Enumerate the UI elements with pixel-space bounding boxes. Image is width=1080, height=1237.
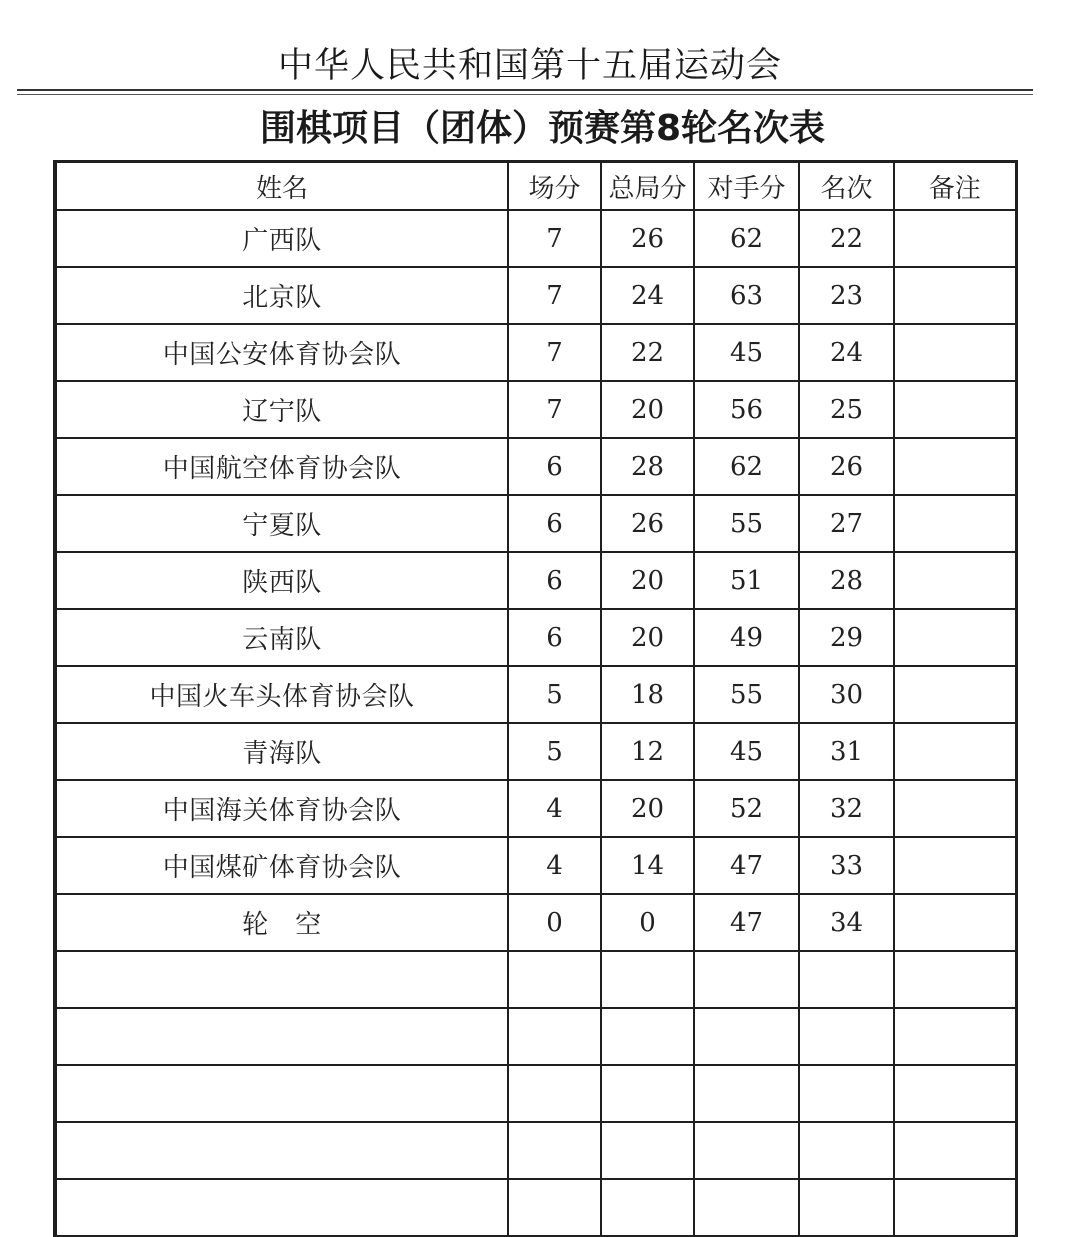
cell-remarks bbox=[894, 1065, 1016, 1122]
table-row bbox=[55, 438, 1016, 495]
cell-remarks bbox=[894, 381, 1016, 438]
cell-team-name: 轮 空 bbox=[55, 894, 508, 951]
table-row bbox=[55, 210, 1016, 267]
ranking-table bbox=[53, 160, 1018, 1237]
cell-team-name bbox=[55, 1065, 508, 1122]
cell-team-name: 中国航空体育协会队 bbox=[55, 438, 508, 495]
cell-remarks bbox=[894, 495, 1016, 552]
cell-opponent-points: 45 bbox=[694, 324, 799, 381]
header-divider-thick bbox=[17, 89, 1033, 91]
cell-match-points: 7 bbox=[508, 381, 601, 438]
cell-game-points bbox=[601, 1122, 694, 1179]
cell-rank: 27 bbox=[799, 495, 894, 552]
cell-remarks bbox=[894, 210, 1016, 267]
cell-game-points: 0 bbox=[601, 894, 694, 951]
cell-team-name: 宁夏队 bbox=[55, 495, 508, 552]
cell-rank bbox=[799, 1122, 894, 1179]
cell-match-points: 7 bbox=[508, 324, 601, 381]
cell-remarks bbox=[894, 894, 1016, 951]
cell-opponent-points: 63 bbox=[694, 267, 799, 324]
cell-rank: 29 bbox=[799, 609, 894, 666]
cell-rank: 28 bbox=[799, 552, 894, 609]
cell-opponent-points: 47 bbox=[694, 837, 799, 894]
cell-rank: 34 bbox=[799, 894, 894, 951]
cell-opponent-points bbox=[694, 1122, 799, 1179]
cell-rank bbox=[799, 1008, 894, 1065]
cell-match-points: 0 bbox=[508, 894, 601, 951]
cell-game-points bbox=[601, 1179, 694, 1236]
cell-remarks bbox=[894, 267, 1016, 324]
cell-rank bbox=[799, 1179, 894, 1236]
cell-remarks bbox=[894, 837, 1016, 894]
cell-game-points: 28 bbox=[601, 438, 694, 495]
table-row bbox=[55, 1179, 1016, 1236]
cell-game-points: 24 bbox=[601, 267, 694, 324]
cell-opponent-points bbox=[694, 1179, 799, 1236]
table-row bbox=[55, 837, 1016, 894]
cell-match-points bbox=[508, 1065, 601, 1122]
table-row bbox=[55, 1065, 1016, 1122]
cell-match-points: 5 bbox=[508, 666, 601, 723]
cell-team-name: 辽宁队 bbox=[55, 381, 508, 438]
cell-remarks bbox=[894, 324, 1016, 381]
table-row bbox=[55, 1008, 1016, 1065]
cell-team-name: 北京队 bbox=[55, 267, 508, 324]
cell-game-points: 12 bbox=[601, 723, 694, 780]
cell-remarks bbox=[894, 438, 1016, 495]
cell-opponent-points: 62 bbox=[694, 438, 799, 495]
cell-game-points bbox=[601, 1065, 694, 1122]
cell-team-name bbox=[55, 1008, 508, 1065]
cell-team-name: 青海队 bbox=[55, 723, 508, 780]
table-row bbox=[55, 894, 1016, 951]
cell-opponent-points: 56 bbox=[694, 381, 799, 438]
cell-match-points: 4 bbox=[508, 780, 601, 837]
cell-rank: 33 bbox=[799, 837, 894, 894]
cell-opponent-points: 47 bbox=[694, 894, 799, 951]
cell-remarks bbox=[894, 951, 1016, 1008]
cell-rank: 25 bbox=[799, 381, 894, 438]
table-row bbox=[55, 666, 1016, 723]
table-row bbox=[55, 552, 1016, 609]
cell-remarks bbox=[894, 1179, 1016, 1236]
table-row bbox=[55, 951, 1016, 1008]
column-header-rank: 名次 bbox=[799, 162, 894, 211]
cell-remarks bbox=[894, 609, 1016, 666]
cell-team-name: 陕西队 bbox=[55, 552, 508, 609]
column-header-match-points: 场分 bbox=[508, 162, 601, 211]
cell-opponent-points: 62 bbox=[694, 210, 799, 267]
cell-game-points: 20 bbox=[601, 609, 694, 666]
cell-game-points: 26 bbox=[601, 495, 694, 552]
table-row bbox=[55, 324, 1016, 381]
column-header-game-points: 总局分 bbox=[601, 162, 694, 211]
cell-match-points: 7 bbox=[508, 210, 601, 267]
cell-rank bbox=[799, 951, 894, 1008]
table-row bbox=[55, 723, 1016, 780]
cell-match-points: 6 bbox=[508, 438, 601, 495]
cell-remarks bbox=[894, 552, 1016, 609]
cell-match-points: 5 bbox=[508, 723, 601, 780]
cell-remarks bbox=[894, 666, 1016, 723]
cell-game-points: 20 bbox=[601, 552, 694, 609]
cell-team-name: 云南队 bbox=[55, 609, 508, 666]
cell-team-name bbox=[55, 1122, 508, 1179]
column-header-remarks: 备注 bbox=[894, 162, 1016, 211]
cell-team-name: 中国煤矿体育协会队 bbox=[55, 837, 508, 894]
table-row bbox=[55, 267, 1016, 324]
cell-match-points bbox=[508, 1122, 601, 1179]
cell-match-points: 4 bbox=[508, 837, 601, 894]
cell-team-name: 中国海关体育协会队 bbox=[55, 780, 508, 837]
cell-match-points: 6 bbox=[508, 609, 601, 666]
cell-opponent-points: 52 bbox=[694, 780, 799, 837]
cell-opponent-points bbox=[694, 1008, 799, 1065]
cell-opponent-points: 49 bbox=[694, 609, 799, 666]
cell-rank: 30 bbox=[799, 666, 894, 723]
cell-team-name bbox=[55, 1179, 508, 1236]
cell-game-points: 20 bbox=[601, 381, 694, 438]
cell-remarks bbox=[894, 723, 1016, 780]
cell-opponent-points: 45 bbox=[694, 723, 799, 780]
cell-opponent-points: 55 bbox=[694, 495, 799, 552]
table-header-row bbox=[55, 162, 1016, 211]
cell-game-points: 14 bbox=[601, 837, 694, 894]
table-row bbox=[55, 609, 1016, 666]
cell-rank: 32 bbox=[799, 780, 894, 837]
document-title: 围棋项目（团体）预赛第8轮名次表 bbox=[259, 108, 826, 149]
cell-match-points: 7 bbox=[508, 267, 601, 324]
cell-match-points bbox=[508, 1179, 601, 1236]
cell-remarks bbox=[894, 1008, 1016, 1065]
cell-opponent-points: 51 bbox=[694, 552, 799, 609]
cell-game-points: 20 bbox=[601, 780, 694, 837]
cell-match-points: 6 bbox=[508, 552, 601, 609]
cell-team-name: 广西队 bbox=[55, 210, 508, 267]
cell-rank bbox=[799, 1065, 894, 1122]
cell-match-points: 6 bbox=[508, 495, 601, 552]
cell-rank: 24 bbox=[799, 324, 894, 381]
cell-match-points bbox=[508, 1008, 601, 1065]
cell-game-points: 22 bbox=[601, 324, 694, 381]
cell-rank: 22 bbox=[799, 210, 894, 267]
cell-team-name: 中国公安体育协会队 bbox=[55, 324, 508, 381]
cell-opponent-points: 55 bbox=[694, 666, 799, 723]
cell-rank: 23 bbox=[799, 267, 894, 324]
header-divider-thin bbox=[17, 94, 1033, 95]
table-row bbox=[55, 495, 1016, 552]
table-row bbox=[55, 780, 1016, 837]
cell-rank: 26 bbox=[799, 438, 894, 495]
cell-opponent-points bbox=[694, 951, 799, 1008]
cell-team-name bbox=[55, 951, 508, 1008]
table-row bbox=[55, 381, 1016, 438]
column-header-name: 姓名 bbox=[55, 162, 508, 211]
cell-remarks bbox=[894, 1122, 1016, 1179]
cell-match-points bbox=[508, 951, 601, 1008]
cell-game-points bbox=[601, 951, 694, 1008]
cell-remarks bbox=[894, 780, 1016, 837]
cell-team-name: 中国火车头体育协会队 bbox=[55, 666, 508, 723]
cell-game-points: 18 bbox=[601, 666, 694, 723]
table-body bbox=[55, 210, 1016, 1236]
cell-rank: 31 bbox=[799, 723, 894, 780]
column-header-opponent-points: 对手分 bbox=[694, 162, 799, 211]
document-header: 中华人民共和国第十五届运动会 bbox=[277, 46, 782, 86]
cell-opponent-points bbox=[694, 1065, 799, 1122]
cell-game-points: 26 bbox=[601, 210, 694, 267]
table-row bbox=[55, 1122, 1016, 1179]
cell-game-points bbox=[601, 1008, 694, 1065]
